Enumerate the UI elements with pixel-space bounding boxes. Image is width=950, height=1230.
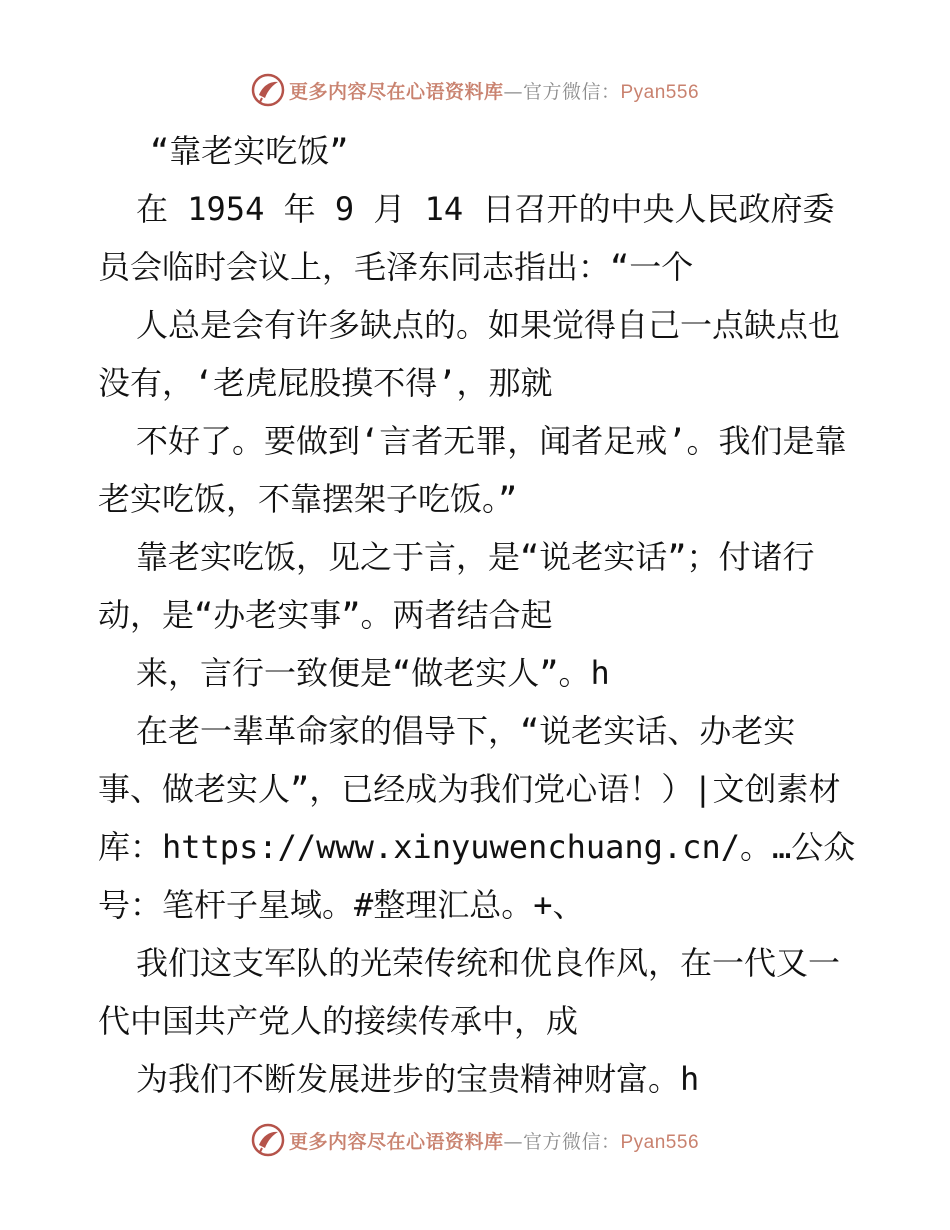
paragraph: 我们这支军队的光荣传统和优良作风，在一代又一代中国共产党人的接续传承中，成 — [98, 944, 841, 1040]
header-watermark — [0, 70, 950, 110]
watermark-dash: — — [503, 80, 523, 103]
watermark-main: 更多内容尽在心语资料库 — [288, 1130, 504, 1153]
logo-icon — [251, 1123, 285, 1157]
watermark-wechat-id: Pyan556 — [620, 81, 700, 103]
paragraph: 靠老实吃饭，见之于言，是“说老实话”；付诸行动，是“办老实事”。两者结合起 — [98, 538, 815, 634]
paragraph: 人总是会有许多缺点的。如果觉得自己一点缺点也没有，‘老虎屁股摸不得’，那就 — [98, 306, 841, 402]
watermark-official: 官方微信： — [522, 80, 621, 103]
paragraph-title: “靠老实吃饭” — [150, 132, 349, 170]
watermark-text — [289, 77, 699, 104]
watermark-wechat-id: Pyan556 — [620, 1131, 700, 1153]
watermark-main: 更多内容尽在心语资料库 — [288, 80, 504, 103]
logo-icon — [251, 73, 285, 107]
paragraph: 在老一辈革命家的倡导下，“说老实话、办老实事、做老实人”，已经成为我们党心语！）|文创素材库：https://www.xinyuwenchuang.cn/。…公众号：笔杆子星域。#整理汇总。+、 — [98, 712, 856, 924]
paragraph: 在 1954 年 9 月 14 日召开的中央人民政府委员会临时会议上，毛泽东同志指出：“一个 — [98, 190, 835, 286]
watermark-dash: — — [503, 1130, 523, 1153]
paragraph: 不好了。要做到‘言者无罪，闻者足戒’。我们是靠老实吃饭，不靠摆架子吃饭。” — [98, 422, 847, 518]
paragraph: 来，言行一致便是“做老实人”。h — [136, 654, 610, 692]
watermark-text — [289, 1127, 699, 1154]
footer-watermark — [0, 1120, 950, 1160]
paragraph: 为我们不断发展进步的宝贵精神财富。h — [136, 1060, 700, 1098]
document-body — [98, 122, 858, 1108]
watermark-official: 官方微信： — [522, 1130, 621, 1153]
